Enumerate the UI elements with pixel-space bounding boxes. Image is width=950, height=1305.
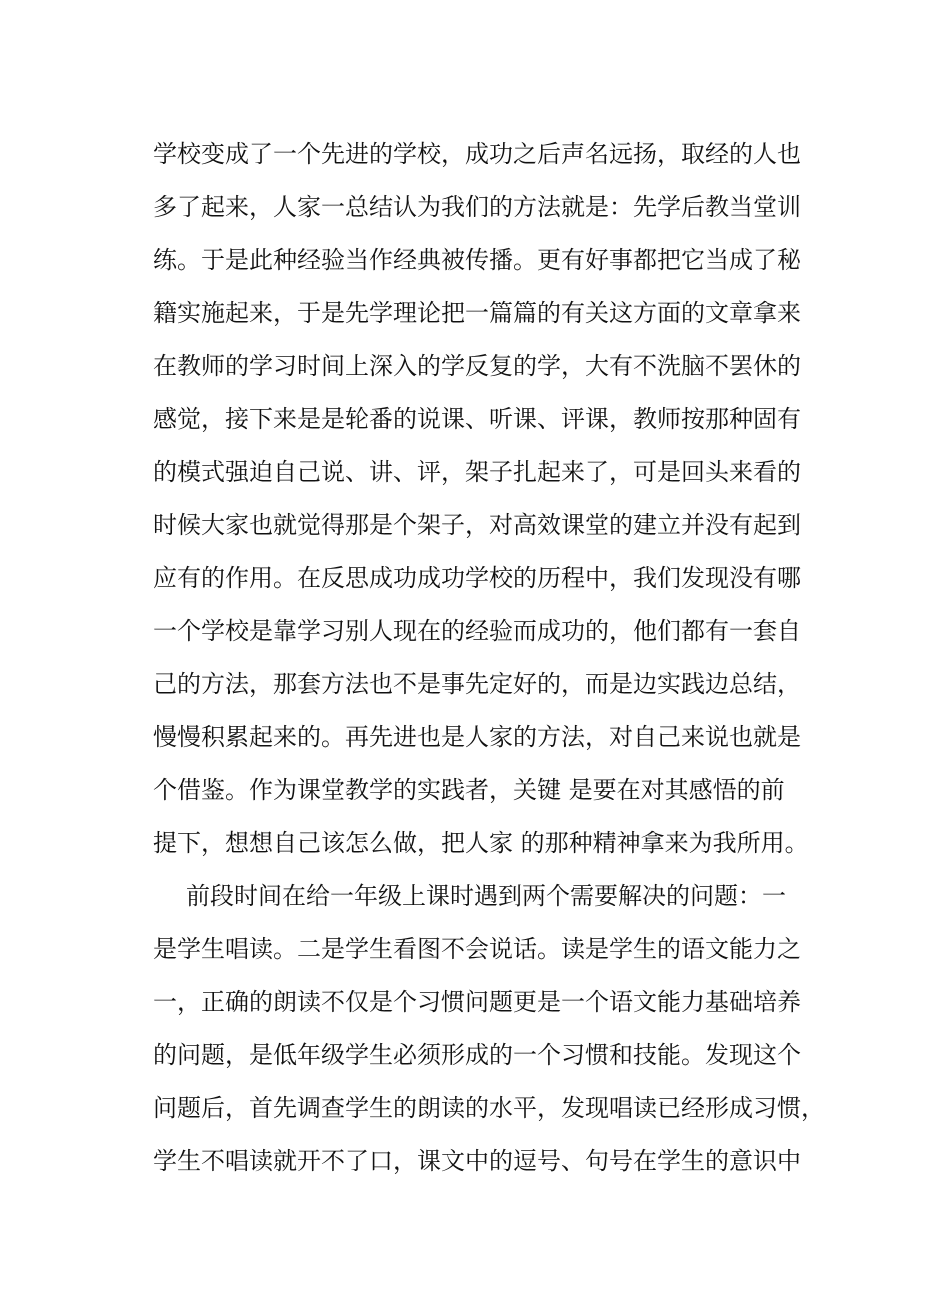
text-line: 多了起来，人家一总结认为我们的方法就是：先学后教当堂训 [153,193,801,221]
text-line: 籍实施起来，于是先学理论把一篇篇的有关这方面的文章拿来 [153,299,801,327]
text-line: 是学生唱读。二是学生看图不会说话。读是学生的语文能力之 [153,935,801,963]
body-text [153,132,825,1192]
text-line: 慢慢积累起来的。再先进也是人家的方法，对自己来说也就是 [153,723,801,751]
text-line: 一个学校是靠学习别人现在的经验而成功的，他们都有一套自 [153,617,801,645]
text-line: 的问题，是低年级学生必须形成的一个习惯和技能。发现这个 [153,1041,801,1069]
text-line: 感觉，接下来是是轮番的说课、听课、评课，教师按那种固有 [153,405,801,433]
text-line: 学生不唱读就开不了口，课文中的逗号、句号在学生的意识中 [153,1147,801,1175]
text-line: 在教师的学习时间上深入的学反复的学，大有不洗脑不罢休的 [153,352,801,380]
text-line: 一，正确的朗读不仅是个习惯问题更是一个语文能力基础培养 [153,988,801,1016]
text-line: 个借鉴。作为课堂教学的实践者，关键 是要在对其感悟的前 [153,776,785,804]
text-line: 问题后，首先调查学生的朗读的水平，发现唱读已经形成习惯， [153,1094,825,1122]
text-line: 的模式强迫自己说、讲、评，架子扎起来了，可是回头来看的 [153,458,801,486]
paragraph-start-line: 前段时间在给一年级上课时遇到两个需要解决的问题：一 [186,882,786,910]
text-line: 应有的作用。在反思成功成功学校的历程中，我们发现没有哪 [153,564,801,592]
text-line: 学校变成了一个先进的学校，成功之后声名远扬，取经的人也 [153,140,801,168]
text-line: 时候大家也就觉得那是个架子，对高效课堂的建立并没有起到 [153,511,801,539]
text-line: 己的方法，那套方法也不是事先定好的，而是边实践边总结， [153,670,801,698]
text-line: 练。于是此种经验当作经典被传播。更有好事都把它当成了秘 [153,246,801,274]
text-line: 提下，想想自己该怎么做，把人家 的那种精神拿来为我所用。 [153,829,809,857]
